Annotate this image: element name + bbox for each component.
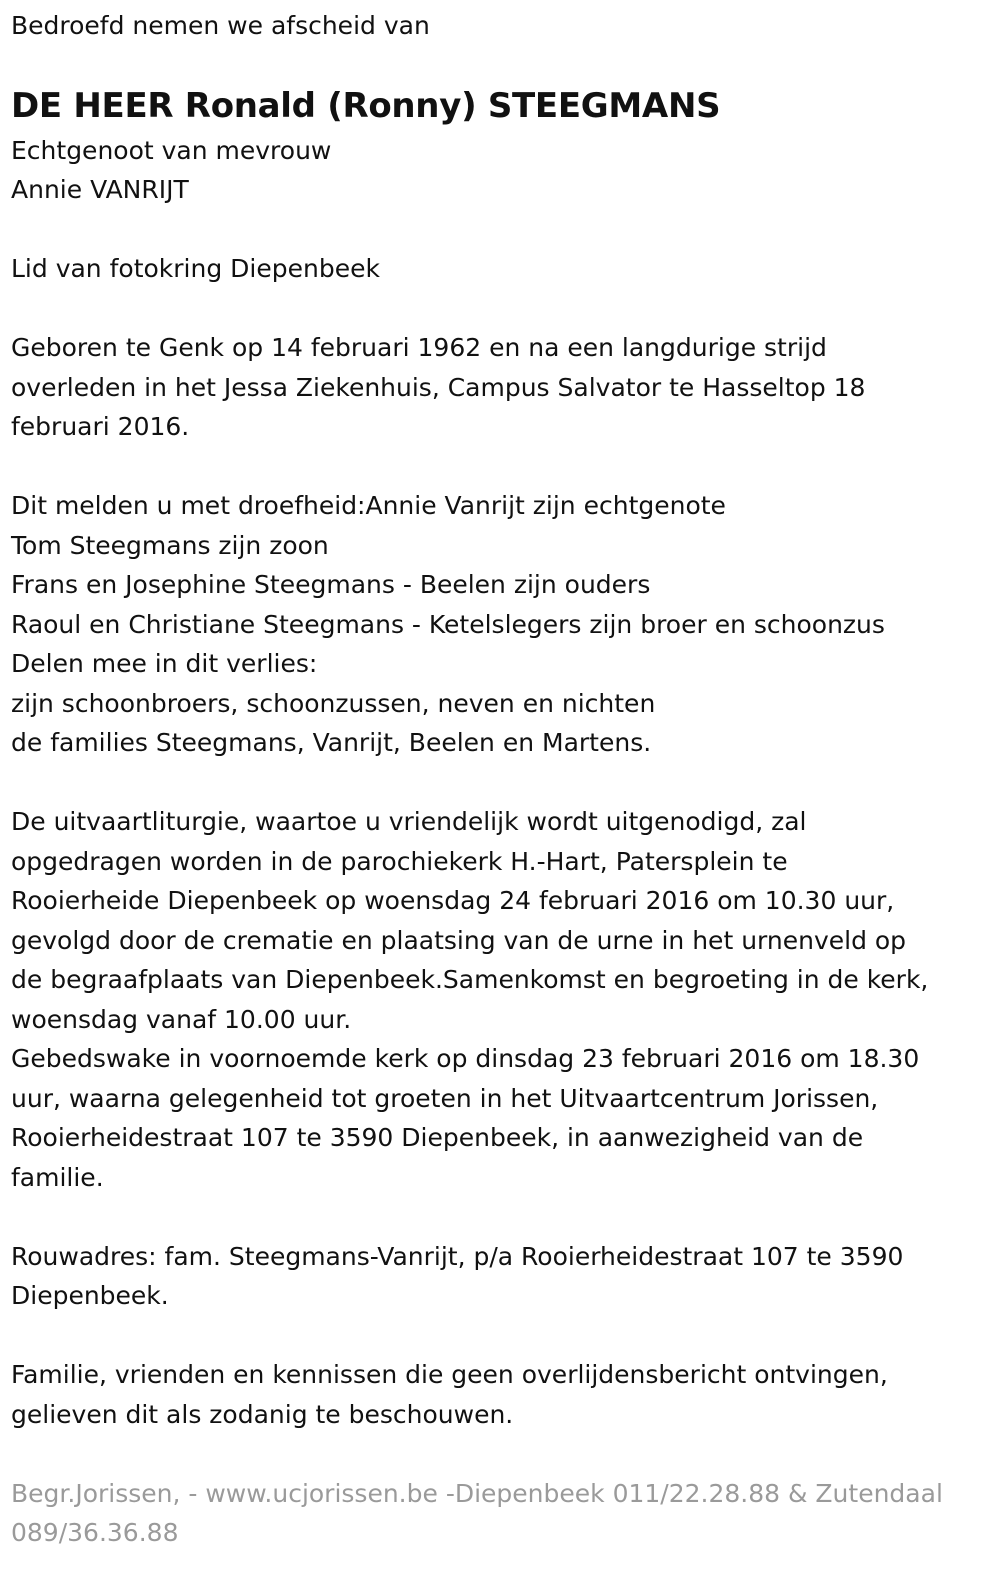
paragraph-line: Rouwadres: fam. Steegmans-Vanrijt, p/a Rooierheidestraat 107 te 3590	[11, 1241, 904, 1271]
paragraph-line: zijn schoonbroers, schoonzussen, neven en nichten	[11, 688, 656, 718]
paragraph-line: De uitvaartliturgie, waartoe u vriendelijk wordt uitgenodigd, zal	[11, 807, 807, 836]
paragraph-line: Rooierheide Diepenbeek op woensdag 24 februari 2016 om 10.30 uur,	[11, 886, 895, 915]
paragraph-line: gelieven dit als zodanig te beschouwen.	[11, 1399, 514, 1429]
paragraph-line: Diepenbeek.	[11, 1281, 169, 1310]
paragraph-line: de families Steegmans, Vanrijt, Beelen en Martens.	[11, 728, 652, 757]
paragraph-line: familie.	[11, 1162, 104, 1192]
paragraph-line: Tom Steegmans zijn zoon	[11, 530, 329, 560]
paragraph-line: Delen mee in dit verlies:	[11, 649, 318, 678]
paragraph-line: de begraafplaats van Diepenbeek.Samenkomst en begroeting in de kerk,	[11, 965, 929, 994]
paragraph-line: Dit melden u met droefheid:Annie Vanrijt zijn echtgenote	[11, 491, 726, 520]
paragraph-line: woensdag vanaf 10.00 uur.	[11, 1004, 352, 1034]
address-paragraph	[11, 1237, 990, 1316]
intro-text: Bedroefd nemen we afscheid van	[11, 11, 430, 40]
paragraph-line: Rooierheidestraat 107 te 3590 Diepenbeek, in aanwezigheid van de	[11, 1123, 864, 1152]
paragraph-line: Frans en Josephine Steegmans - Beelen zijn ouders	[11, 570, 651, 599]
membership-text: Lid van fotokring Diepenbeek	[11, 254, 380, 283]
paragraph-line: Gebedswake in voornoemde kerk op dinsdag 23 februari 2016 om 18.30	[11, 1044, 920, 1073]
spacer	[11, 447, 990, 487]
family-paragraph	[11, 486, 990, 763]
footer-line: Begr.Jorissen, - www.ucjorissen.be -Diepenbeek 011/22.28.88 & Zutendaal	[11, 1478, 943, 1508]
paragraph-line: opgedragen worden in de parochiekerk H.-Hart, Patersplein te	[11, 846, 788, 876]
funeral-home-footer	[11, 1474, 990, 1553]
deceased-name: DE HEER Ronald (Ronny) STEEGMANS	[11, 85, 721, 126]
spacer	[11, 289, 990, 329]
spacer	[11, 210, 990, 250]
paragraph-line: Familie, vrienden en kennissen die geen overlijdensbericht ontvingen,	[11, 1360, 888, 1389]
footer-line: 089/36.36.88	[11, 1518, 179, 1547]
paragraph-line: gevolgd door de crematie en plaatsing van de urne in het urnenveld op	[11, 925, 907, 955]
spacer	[11, 1316, 990, 1356]
paragraph-line: Geboren te Genk op 14 februari 1962 en na een langdurige strijd	[11, 333, 827, 362]
spacer	[11, 763, 990, 803]
paragraph-line: overleden in het Jessa Ziekenhuis, Campus Salvator te Hasseltop 18	[11, 372, 866, 402]
spacer	[11, 1197, 990, 1237]
closing-paragraph	[11, 1355, 990, 1434]
spouse-line-2: Annie VANRIJT	[11, 175, 189, 204]
birth-death-paragraph	[11, 328, 990, 447]
funeral-paragraph	[11, 802, 990, 1197]
paragraph-line: Raoul en Christiane Steegmans - Ketelslegers zijn broer en schoonzus	[11, 609, 885, 639]
paragraph-line: uur, waarna gelegenheid tot groeten in het Uitvaartcentrum Jorissen,	[11, 1083, 879, 1113]
spouse-line-1: Echtgenoot van mevrouw	[11, 135, 332, 165]
paragraph-line: februari 2016.	[11, 412, 190, 441]
spacer	[11, 1434, 990, 1474]
